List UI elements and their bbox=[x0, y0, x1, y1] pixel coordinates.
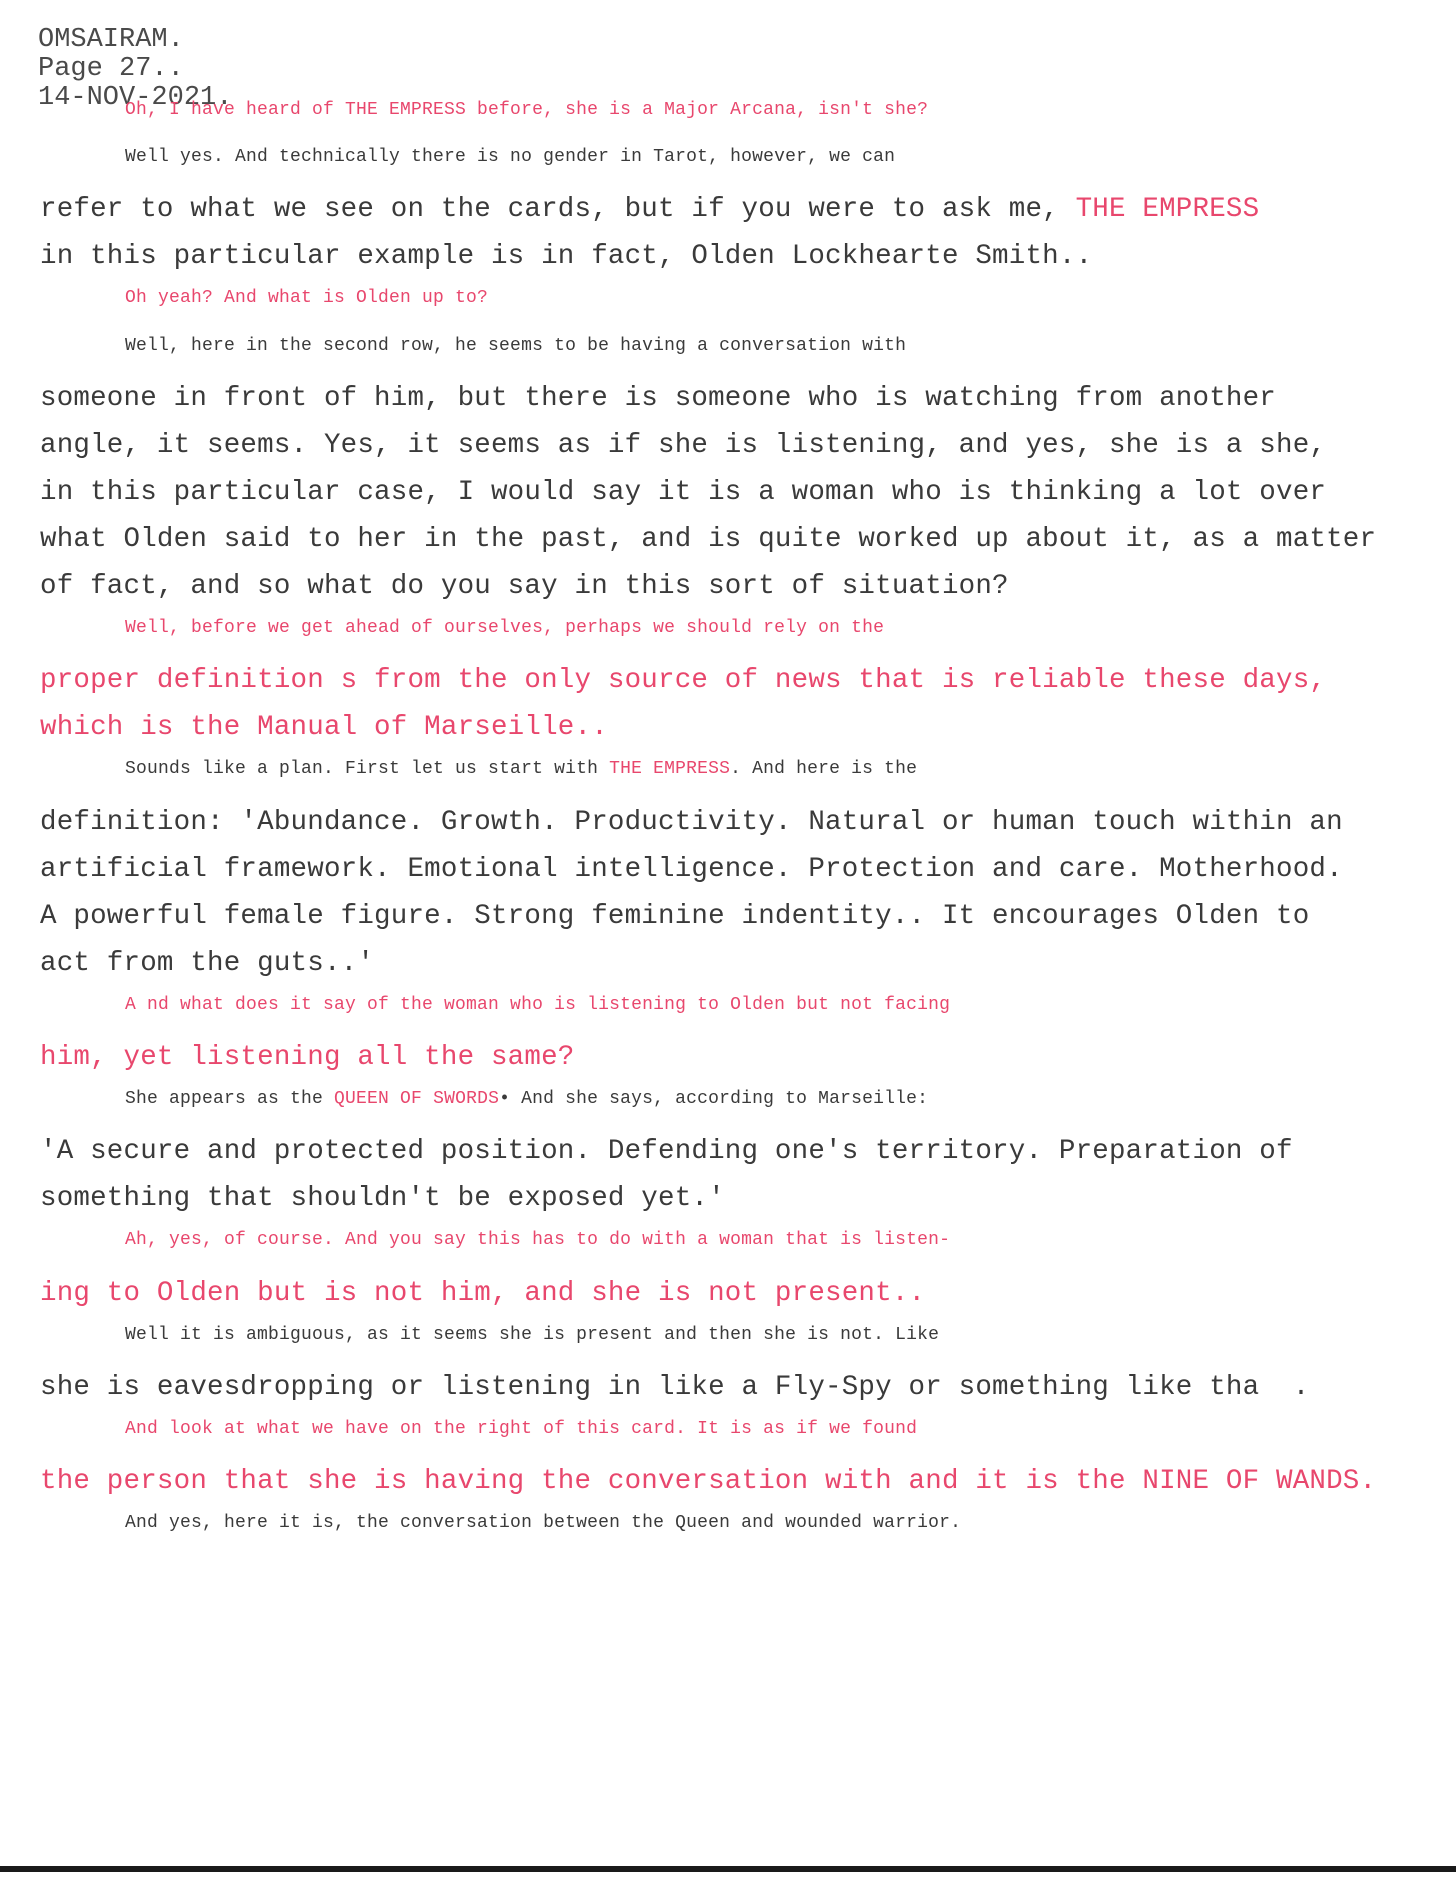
text-line bbox=[125, 1419, 1456, 1439]
text-line-content: Sounds like a plan. First let us start with bbox=[125, 759, 610, 780]
text-line bbox=[125, 336, 1456, 356]
text-line bbox=[40, 948, 1430, 979]
text-line bbox=[125, 995, 1456, 1015]
text-line bbox=[40, 854, 1430, 885]
text-line-content: ing to Olden but is not him, and she is not present.. bbox=[40, 1277, 926, 1309]
text-line bbox=[40, 712, 1430, 743]
text-line bbox=[40, 477, 1430, 508]
text-line-content: A powerful female figure. Strong feminine indentity.. It encourages Olden to bbox=[40, 900, 1310, 932]
text-line-content: refer to what we see on the cards, but if you were to ask me, bbox=[40, 194, 1076, 226]
text-line-continuation: • And she says, according to Marseille: bbox=[499, 1089, 929, 1110]
text-line bbox=[40, 571, 1430, 602]
text-line-content: she is eavesdropping or listening in like a Fly-Spy or something like tha . bbox=[40, 1371, 1310, 1403]
text-line-content: Ah, yes, of course. And you say this has to do with a woman that is listen- bbox=[125, 1230, 951, 1251]
text-line-content: 'A secure and protected position. Defending one's territory. Preparation of bbox=[40, 1136, 1293, 1168]
text-line-content: him, yet listening all the same? bbox=[40, 1042, 575, 1073]
text-line-content: of fact, and so what do you say in this sort of situation? bbox=[40, 571, 1009, 602]
text-line bbox=[125, 1230, 1456, 1250]
text-line-content: proper definition s from the only source of news that is reliable these days, bbox=[40, 665, 1327, 697]
text-line bbox=[40, 430, 1430, 461]
text-line bbox=[40, 383, 1430, 414]
text-line-content: in this particular example is in fact, Olden Lockhearte Smith.. bbox=[40, 241, 1093, 273]
text-line-content: Well it is ambiguous, as it seems she is present and then she is not. Like bbox=[125, 1324, 940, 1345]
text-line-content: Well yes. And technically there is no gender in Tarot, however, we can bbox=[125, 147, 896, 168]
text-line bbox=[125, 1089, 1456, 1109]
text-line-content: someone in front of him, but there is someone who is watching from another bbox=[40, 382, 1276, 414]
text-line bbox=[40, 1466, 1430, 1497]
text-line bbox=[125, 618, 1456, 638]
text-line bbox=[125, 759, 1456, 779]
text-line bbox=[40, 241, 1430, 272]
text-line bbox=[40, 1278, 1430, 1309]
text-line-content: And look at what we have on the right of this card. It is as if we found bbox=[125, 1418, 918, 1439]
text-line bbox=[125, 1325, 1456, 1345]
highlighted-term: QUEEN OF SWORDS bbox=[334, 1089, 500, 1110]
text-line-content: which is the Manual of Marseille.. bbox=[40, 712, 608, 744]
text-line bbox=[40, 901, 1430, 932]
text-line-content: Well, before we get ahead of ourselves, perhaps we should rely on the bbox=[125, 618, 885, 639]
text-line-content: Well, here in the second row, he seems to be having a conversation with bbox=[125, 335, 907, 356]
text-line bbox=[125, 1513, 1456, 1533]
text-line-continuation: . And here is the bbox=[730, 759, 918, 780]
text-line-content: angle, it seems. Yes, it seems as if she is listening, and yes, she is a she, bbox=[40, 429, 1327, 461]
text-line-content: Oh, I have heard of THE EMPRESS before, she is a Major Arcana, isn't she? bbox=[125, 100, 929, 120]
text-line bbox=[40, 524, 1430, 555]
text-line-content: in this particular case, I would say it is a woman who is thinking a lot over bbox=[40, 476, 1327, 508]
text-line-content: the person that she is having the conversation with and it is the NINE OF WANDS. bbox=[40, 1465, 1377, 1497]
text-line bbox=[40, 1183, 1430, 1214]
text-line bbox=[125, 147, 1456, 167]
text-line-content: And yes, here it is, the conversation between the Queen and wounded warrior. bbox=[125, 1513, 962, 1533]
text-line-content: act from the guts..' bbox=[40, 947, 375, 979]
text-line-content: She appears as the bbox=[125, 1089, 335, 1110]
text-line-content: Oh yeah? And what is Olden up to? bbox=[125, 288, 489, 309]
bottom-edge-rule bbox=[0, 1866, 1456, 1872]
text-line bbox=[125, 100, 1456, 120]
text-line-content: something that shouldn't be exposed yet.' bbox=[40, 1183, 725, 1215]
text-line-content: definition: 'Abundance. Growth. Productivity. Natural or human touch within an bbox=[40, 806, 1343, 838]
text-line bbox=[125, 288, 1456, 308]
text-line bbox=[40, 665, 1430, 696]
highlighted-term: THE EMPRESS bbox=[609, 759, 731, 780]
text-line bbox=[40, 1136, 1430, 1167]
text-line-content: A nd what does it say of the woman who is listening to Olden but not facing bbox=[125, 994, 951, 1015]
text-line bbox=[40, 807, 1430, 838]
header-date: 14-NOV-2021. bbox=[38, 83, 233, 113]
header-title: OMSAIRAM. bbox=[38, 25, 184, 55]
header-page-number: Page 27.. bbox=[38, 54, 184, 84]
text-line bbox=[40, 1372, 1430, 1403]
highlighted-term: THE EMPRESS bbox=[1075, 194, 1260, 226]
text-line bbox=[40, 194, 1430, 225]
text-line bbox=[40, 1042, 1430, 1073]
text-line-content: artificial framework. Emotional intelligence. Protection and care. Motherhood. bbox=[40, 853, 1343, 885]
text-line-content: what Olden said to her in the past, and is quite worked up about it, as a matter bbox=[40, 523, 1377, 555]
